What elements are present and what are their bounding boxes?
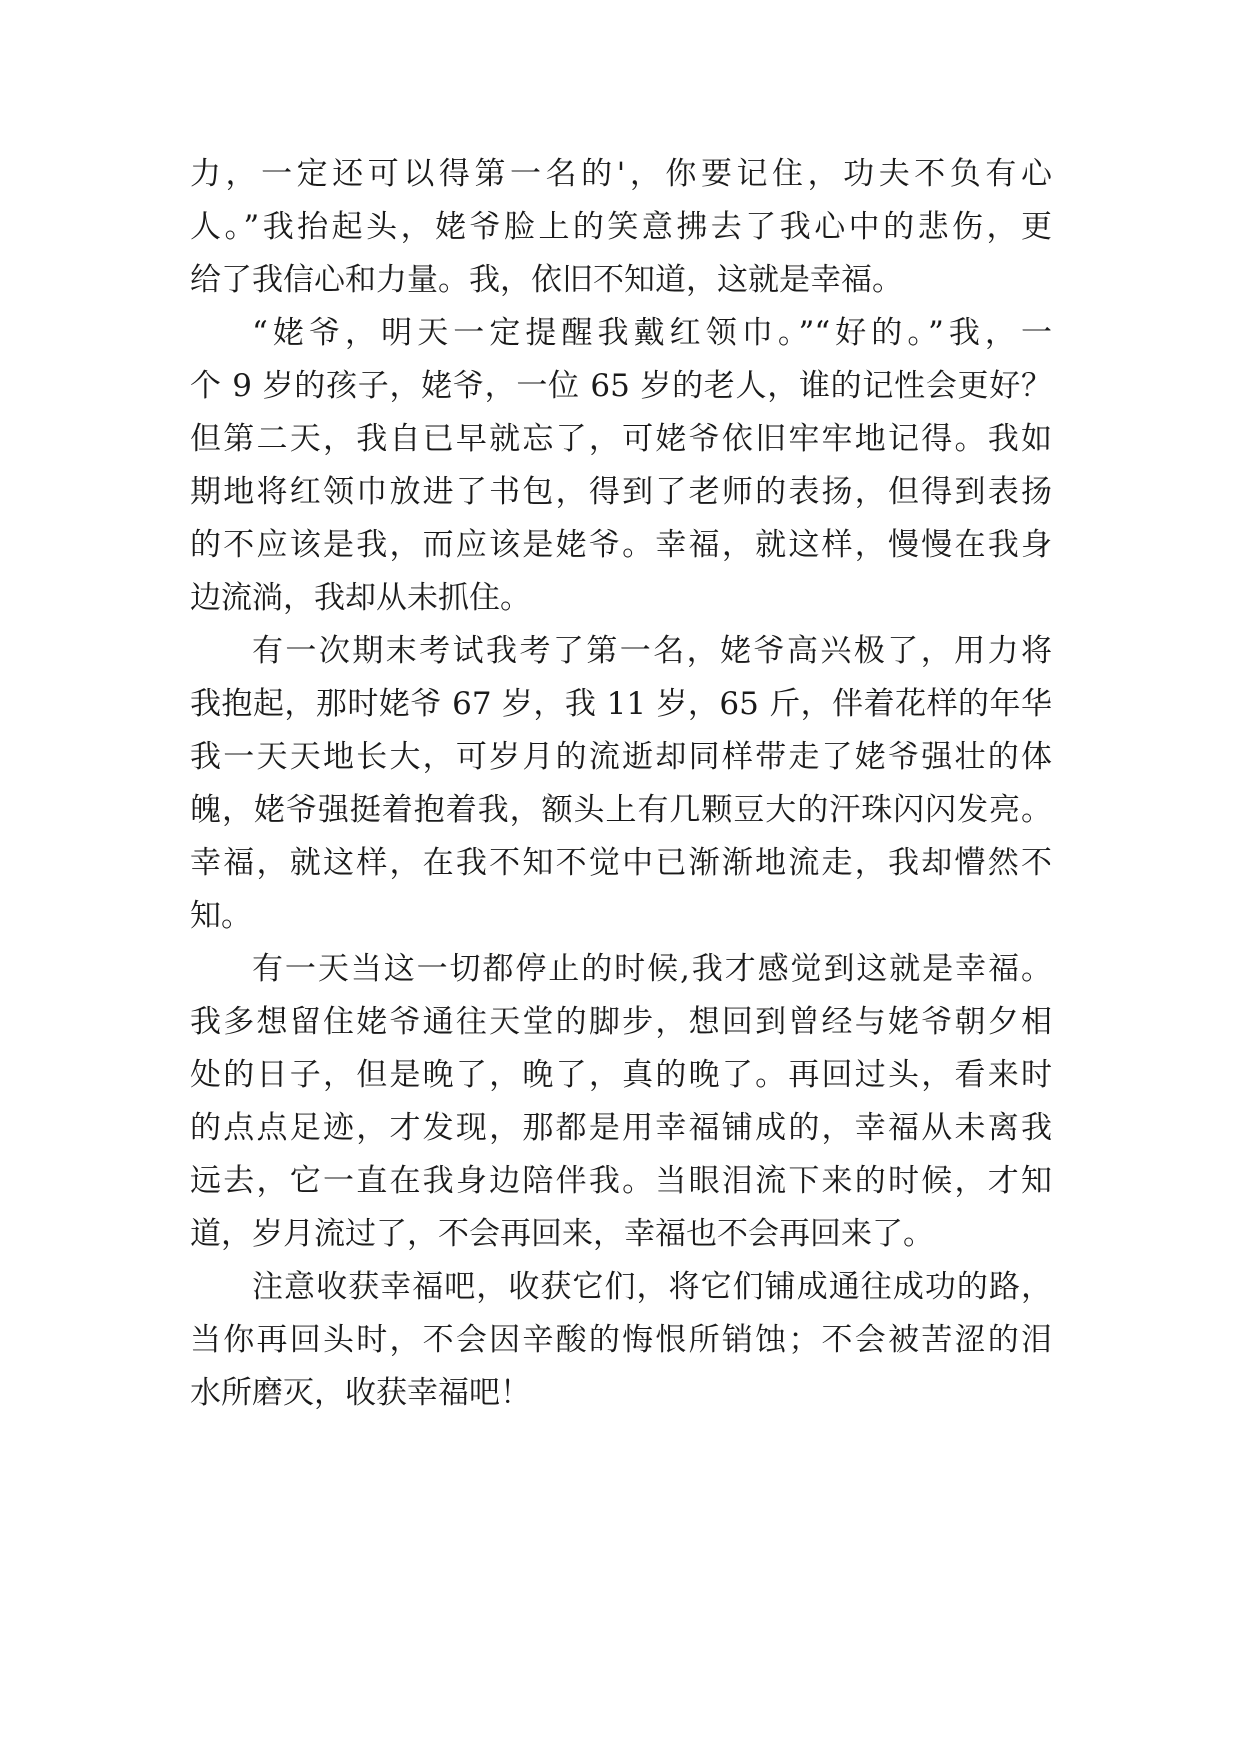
text-line: 力，一定还可以得第一名的'，你要记住，功夫不负有心	[190, 156, 1052, 192]
text-line: 远去，它一直在我身边陪伴我。当眼泪流下来的时候，才知	[190, 1163, 1052, 1199]
text-line: 有一次期末考试我考了第一名，姥爷高兴极了，用力将	[252, 633, 1052, 669]
text-line: 的不应该是我，而应该是姥爷。幸福，就这样，慢慢在我身	[190, 527, 1052, 563]
text-line: 个 9 岁的孩子，姥爷，一位 65 岁的老人，谁的记性会更好？	[190, 368, 1052, 404]
text-line: 的点点足迹，才发现，那都是用幸福铺成的，幸福从未离我	[190, 1110, 1052, 1146]
text-line: 注意收获幸福吧，收获它们，将它们铺成通往成功的路，	[252, 1269, 1052, 1305]
text-line: 但第二天，我自已早就忘了，可姥爷依旧牢牢地记得。我如	[190, 421, 1052, 457]
text-line: 我多想留住姥爷通往天堂的脚步，想回到曾经与姥爷朝夕相	[190, 1004, 1052, 1040]
text-line: 知。	[190, 898, 252, 934]
text-line: 人。”我抬起头，姥爷脸上的笑意拂去了我心中的悲伤，更	[190, 209, 1052, 245]
text-line: 边流淌，我却从未抓住。	[190, 580, 531, 616]
text-line: 我抱起，那时姥爷 67 岁，我 11 岁，65 斤，伴着花样的年华	[190, 686, 1052, 722]
text-line: 当你再回头时，不会因辛酸的悔恨所销蚀；不会被苦涩的泪	[190, 1322, 1052, 1358]
text-line: 处的日子，但是晚了，晚了，真的晚了。再回过头，看来时	[190, 1057, 1052, 1093]
text-line: 魄，姥爷强挺着抱着我，额头上有几颗豆大的汗珠闪闪发亮。	[190, 792, 1052, 828]
text-line: 给了我信心和力量。我，依旧不知道，这就是幸福。	[190, 262, 903, 298]
text-line: 道，岁月流过了，不会再回来，幸福也不会再回来了。	[190, 1216, 934, 1252]
text-line: 幸福，就这样，在我不知不觉中已渐渐地流走，我却懵然不	[190, 845, 1052, 881]
text-line: “姥爷，明天一定提醒我戴红领巾。”“好的。”我，一	[252, 315, 1052, 351]
text-line: 我一天天地长大，可岁月的流逝却同样带走了姥爷强壮的体	[190, 739, 1052, 775]
text-line: 期地将红领巾放进了书包，得到了老师的表扬，但得到表扬	[190, 474, 1052, 510]
text-line: 水所磨灭，收获幸福吧！	[190, 1375, 531, 1411]
text-line: 有一天当这一切都停止的时候,我才感觉到这就是幸福。	[252, 951, 1052, 987]
